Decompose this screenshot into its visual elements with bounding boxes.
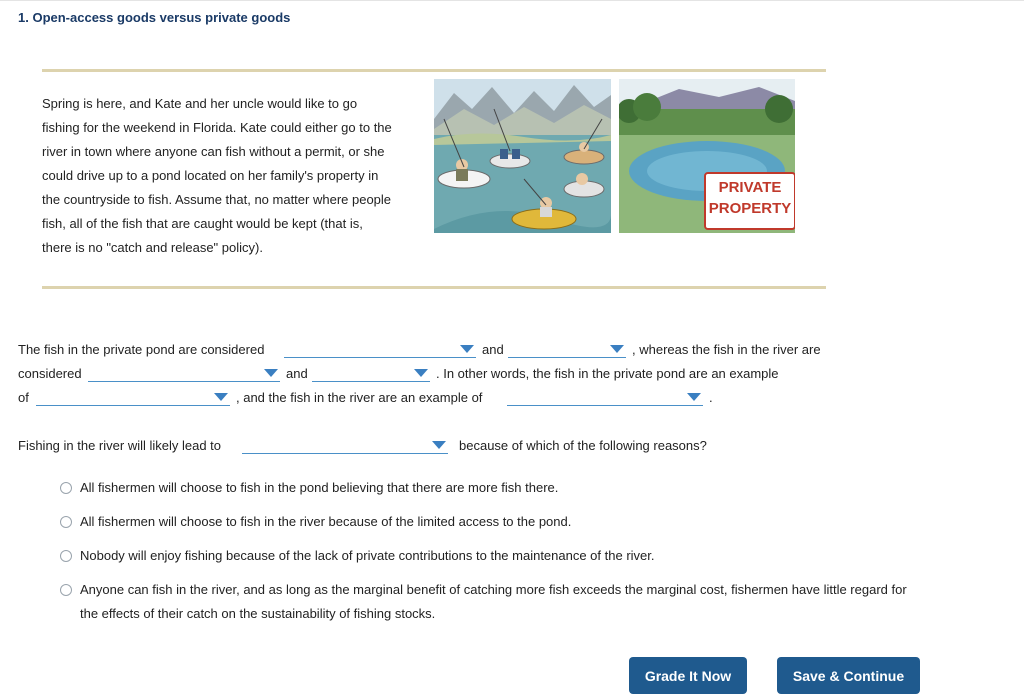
dropdown-river-type-1[interactable] [88, 366, 280, 382]
top-divider [0, 0, 1024, 1]
sentence-1-part2: , whereas the fish in the river are [632, 342, 821, 357]
radio-button[interactable] [60, 584, 72, 596]
grade-it-now-button[interactable]: Grade It Now [629, 657, 747, 694]
sentence-1-part1: The fish in the private pond are considered [18, 342, 265, 357]
chevron-down-icon [414, 369, 428, 377]
sentence-4-part2: because of which of the following reasons? [459, 438, 707, 453]
dropdown-pond-type-2[interactable] [508, 342, 626, 358]
sentence-2-part1: considered [18, 366, 82, 381]
passage-line: fishing for the weekend in Florida. Kate could either go to the [42, 120, 392, 135]
chevron-down-icon [214, 393, 228, 401]
chevron-down-icon [264, 369, 278, 377]
passage-bottom-rule [42, 286, 826, 289]
dropdown-pond-example[interactable] [36, 390, 230, 406]
passage-line: the countryside to fish. Assume that, no matter where people [42, 192, 392, 207]
dropdown-river-example[interactable] [507, 390, 703, 406]
dropdown-pond-type-1[interactable] [284, 342, 476, 358]
sentence-2-and: and [286, 366, 308, 381]
sentence-3-part1: of [18, 390, 29, 405]
chevron-down-icon [687, 393, 701, 401]
chevron-down-icon [610, 345, 624, 353]
radio-button[interactable] [60, 550, 72, 562]
sentence-3-end: . [709, 390, 713, 405]
passage-top-rule [42, 69, 826, 72]
sign-line-1: PRIVATE [718, 179, 782, 196]
sign-line-2: PROPERTY [708, 200, 792, 217]
sentence-4-part1: Fishing in the river will likely lead to [18, 438, 222, 453]
river-fishing-image [434, 79, 611, 233]
passage-line: Spring is here, and Kate and her uncle would like to go [42, 96, 358, 111]
chevron-down-icon [432, 441, 446, 449]
save-and-continue-button[interactable]: Save & Continue [777, 657, 920, 694]
passage-text [42, 92, 427, 260]
radio-button[interactable] [60, 516, 72, 528]
option-label: Nobody will enjoy fishing because of the lack of private contributions to the maintenance of the river. [80, 548, 655, 563]
sentence-3-part2: , and the fish in the river are an example of [236, 390, 483, 405]
question-title: 1. Open-access goods versus private goods [18, 10, 291, 25]
passage-line: could drive up to a pond located on her family's property in [42, 168, 379, 183]
chevron-down-icon [460, 345, 474, 353]
dropdown-river-type-2[interactable] [312, 366, 430, 382]
option-label: All fishermen will choose to fish in the river because of the limited access to the pond. [80, 514, 572, 529]
passage-line: there is no "catch and release" policy). [42, 240, 263, 255]
option-label: All fishermen will choose to fish in the pond believing that there are more fish there. [80, 480, 559, 495]
option-label: Anyone can fish in the river, and as long as the marginal benefit of catching more fish exceeds the marginal cost, fishermen have little regard for the effects of their catch on the sustainability of fishing stocks. [80, 582, 907, 621]
dropdown-river-outcome[interactable] [242, 438, 448, 454]
sentence-1-and: and [482, 342, 504, 357]
passage-line: fish, all of the fish that are caught would be kept (that is, [42, 216, 363, 231]
radio-button[interactable] [60, 482, 72, 494]
private-pond-image [619, 79, 795, 233]
sentence-2-part2: . In other words, the fish in the private pond are an example [436, 366, 779, 381]
passage-line: river in town where anyone can fish without a permit, or she [42, 144, 385, 159]
